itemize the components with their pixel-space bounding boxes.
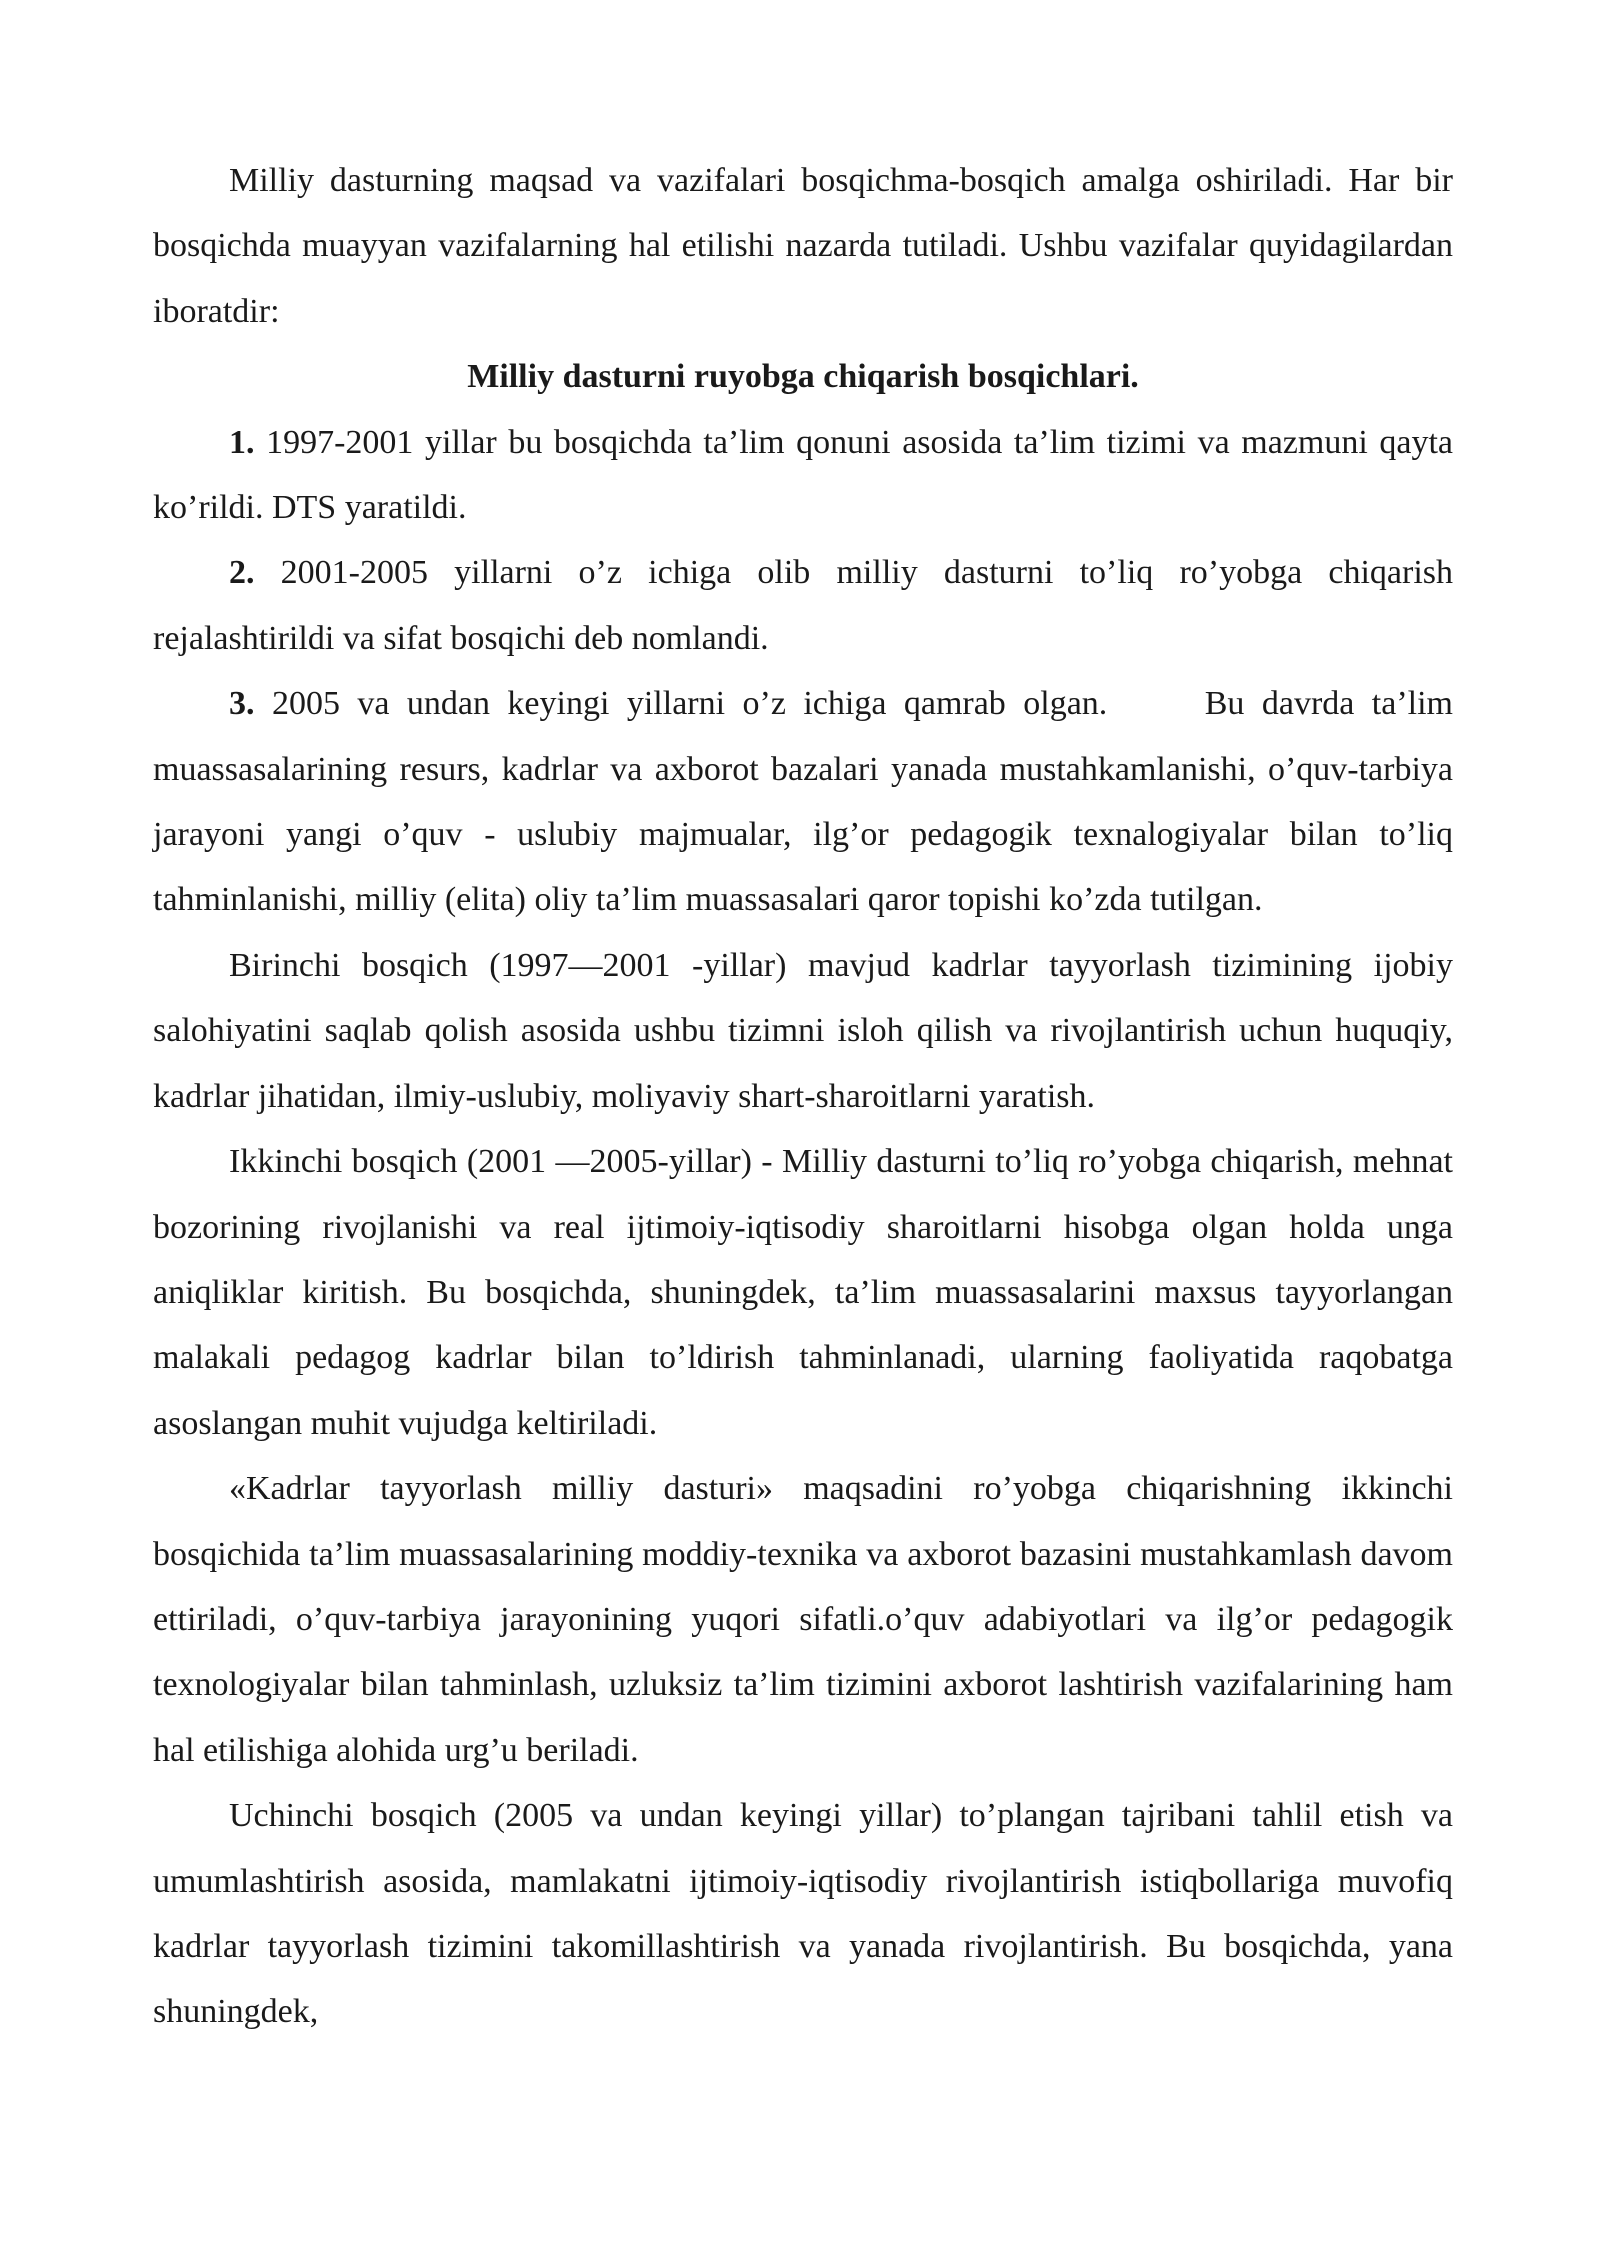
stage-text-3b: Bu davrda ta’lim muassasalarining resurs, kadrlar va axborot bazalari yanada mustahkamlanishi, o’quv-tarbiya jarayoni yangi o’quv - uslubiy majmualar, ilg’or pedagogik texnalogiyalar bilan to’liq tahminlanishi, milliy (elita) oliy ta’lim muassasalari qaror topishi ko’zda tutilgan. (153, 685, 1454, 919)
paragraph-stage-two: Ikkinchi bosqich (2001 —2005-yillar) - Milliy dasturni to’liq ro’yobga chiqarish, mehnat bozorining rivojlanishi va real ijtimoiy-iqtisodiy sharoitlarni hisobga olgan holda unga aniqliklar kiritish. Bu bosqichda, shuningdek, ta’lim muassasalarini maxsus tayyorlangan malakali pedagog kadrlar bilan to’ldirish tahminlanadi, ularning faoliyatida raqobatga asoslangan muhit vujudga keltiriladi. (153, 1143, 1453, 1442)
section-heading: Milliy dasturni ruyobga chiqarish bosqichlari. (467, 358, 1139, 396)
paragraph-program-goal: «Kadrlar tayyorlash milliy dasturi» maqsadini ro’yobga chiqarishning ikkinchi bosqichida ta’lim muassasalarining moddiy-texnika va axborot bazasini mustahkamlash davom ettiriladi, o’quv-tarbiya jarayonining yuqori sifatli.o’quv adabiyotlari va ilg’or pedagogik texnologiyalar bilan tahminlash, uzluksiz ta’lim tizimini axborot lashtirish vazifalarining ham hal etilishiga alohida urg’u beriladi. (153, 1470, 1453, 1769)
stage-item-3 (153, 671, 1453, 933)
paragraph-stage-three: Uchinchi bosqich (2005 va undan keyingi yillar) to’plangan tajribani tahlil etish va umumlashtirish asosida, mamlakatni ijtimoiy-iqtisodiy rivojlantirish istiqbollariga muvofiq kadrlar tayyorlash tizimini takomillashtirish va yanada rivojlantirish. Bu bosqichda, yana shuningdek, (153, 1797, 1453, 2031)
stage-text-1: 1997-2001 yillar bu bosqichda ta’lim qonuni asosida ta’lim tizimi va mazmuni qayta ko’rildi. DTS yaratildi. (153, 423, 1453, 527)
stage-item-2 (153, 540, 1453, 671)
paragraph-stage-one: Birinchi bosqich (1997—2001 -yillar) mavjud kadrlar tayyorlash tizimining ijobiy salohiyatini saqlab qolish asosida ushbu tizimni isloh qilish va rivojlantirish uchun huquqiy, kadrlar jihatidan, ilmiy-uslubiy, moliyaviy shart-sharoitlarni yaratish. (153, 946, 1453, 1115)
document-page (153, 148, 1453, 2045)
stage-number-1: 1. (229, 423, 255, 461)
stage-number-2: 2. (229, 554, 255, 592)
stage-item-1 (153, 410, 1453, 541)
stage-text-3a: 2005 va undan keyingi yillarni o’z ichiga qamrab olgan. (254, 685, 1108, 723)
intro-paragraph: Milliy dasturning maqsad va vazifalari bosqichma-bosqich amalga oshiriladi. Har bir bosqichda muayyan vazifalarning hal etilishi nazarda tutiladi. Ushbu vazifalar quyidagilardan iboratdir: (153, 162, 1453, 330)
stage-number-3: 3. (229, 685, 255, 723)
stage-text-2: 2001-2005 yillarni o’z ichiga olib milliy dasturni to’liq ro’yobga chiqarish rejalashtirildi va sifat bosqichi deb nomlandi. (153, 554, 1453, 657)
